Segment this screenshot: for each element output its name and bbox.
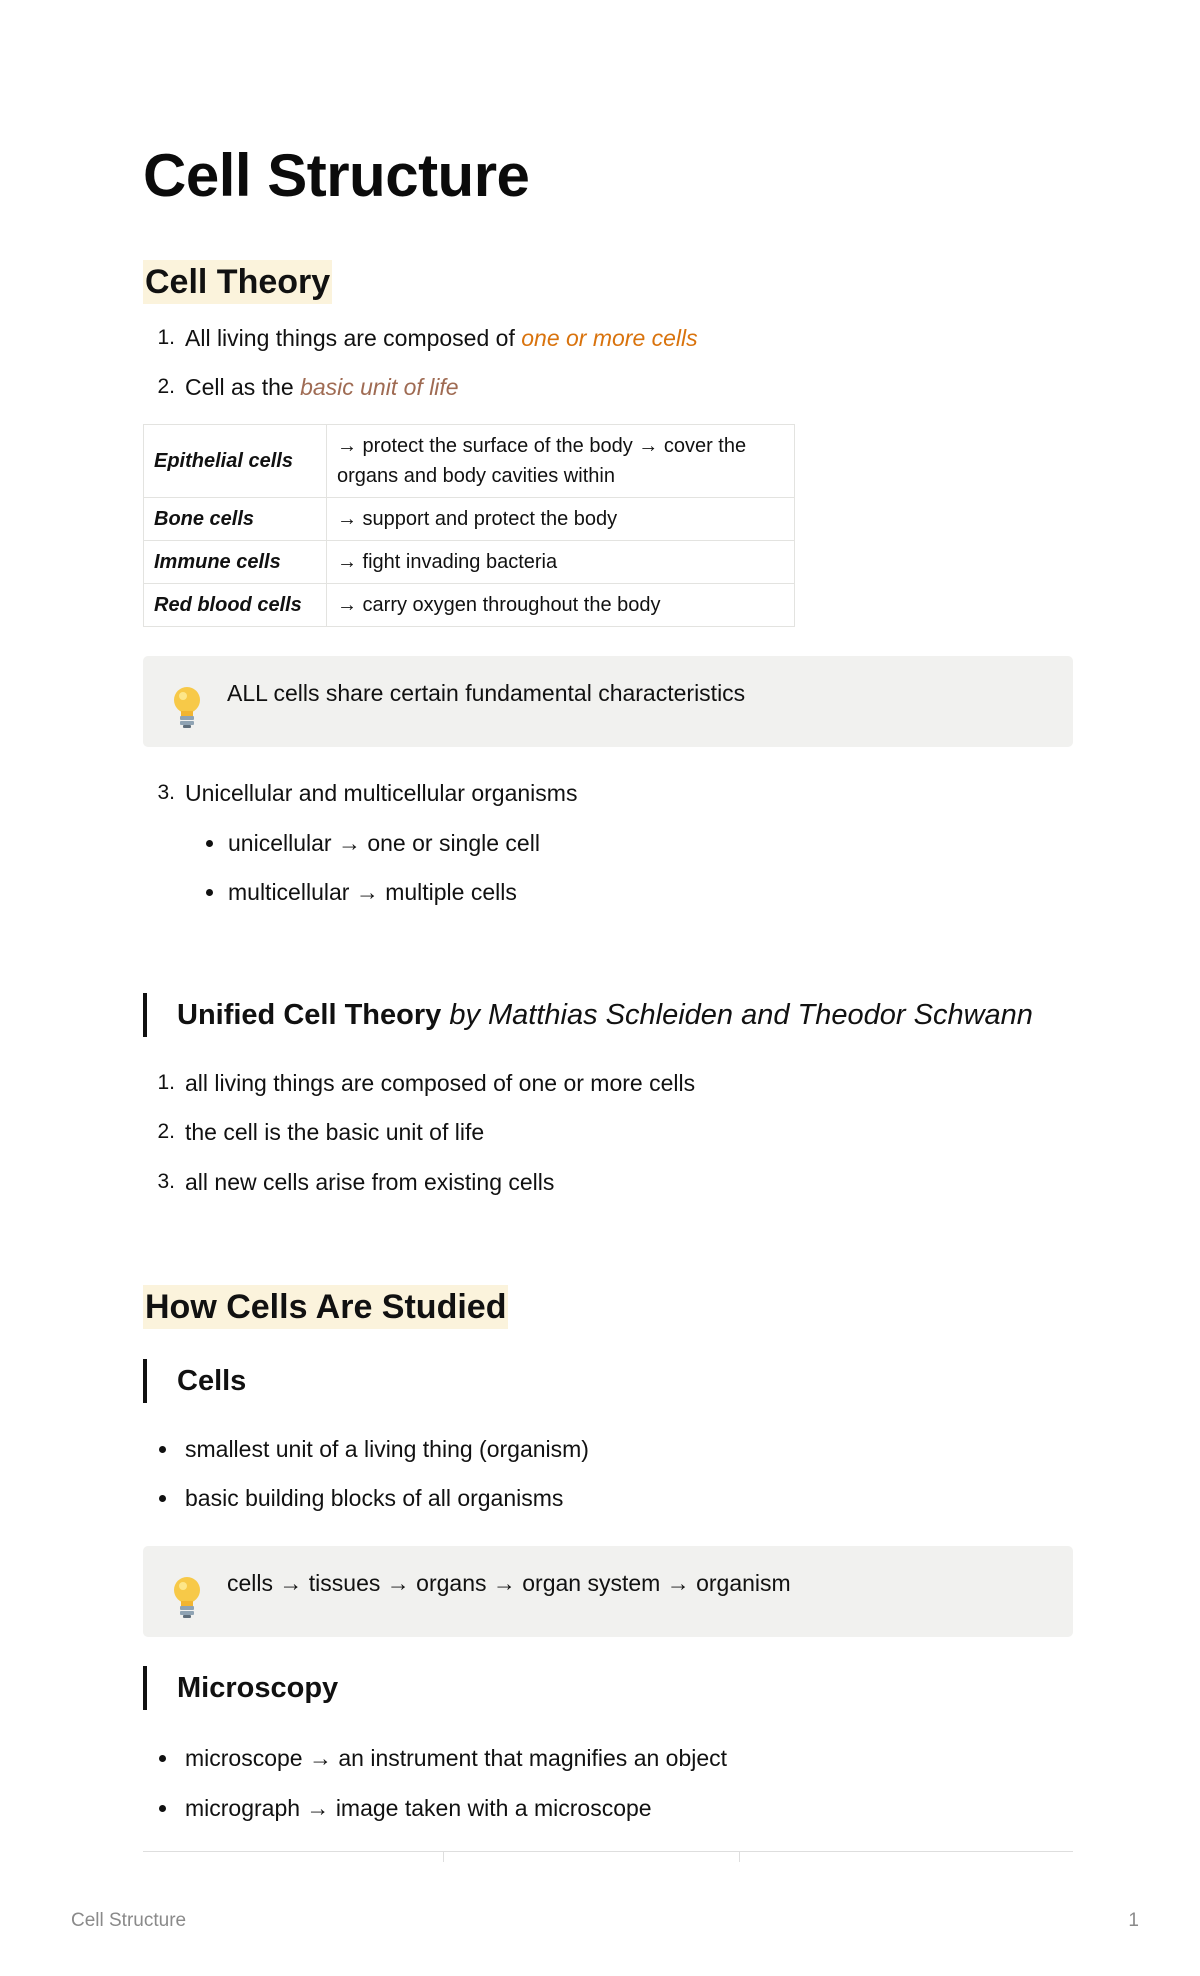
bullet-text: unicellular → one or single cell [228, 830, 540, 856]
table-cell-name: Immune cells [144, 541, 327, 584]
bullet-text: microscope → an instrument that magnifies an object [185, 1745, 728, 1771]
unified-cell-theory-heading [143, 993, 1033, 1037]
quote-italic-text: by Matthias Schleiden and Theodor Schwann [449, 999, 1033, 1031]
bullet-dot [159, 1805, 166, 1812]
table-row [144, 425, 795, 498]
list-number: 2. [157, 375, 175, 398]
table-cell-name: Bone cells [144, 498, 327, 541]
sub-bullet-item [228, 827, 540, 859]
bullet-text: smallest unit of a living thing (organism) [185, 1436, 589, 1462]
heading-cell-theory: Cell Theory [143, 260, 332, 304]
list-number: 1. [157, 326, 175, 349]
bullet-dot [159, 1495, 166, 1502]
heading-how-cells-are-studied: How Cells Are Studied [143, 1285, 508, 1329]
bullet-dot [159, 1755, 166, 1762]
list-number: 3. [157, 781, 175, 804]
bullet-text: micrograph → image taken with a microscope [185, 1795, 652, 1821]
list-text: all new cells arise from existing cells [185, 1169, 555, 1195]
table-row [144, 584, 795, 627]
footer-title: Cell Structure [71, 1910, 187, 1931]
list-text: Cell as the [185, 374, 301, 400]
bullet-item [185, 1742, 727, 1774]
lightbulb-icon [167, 682, 207, 730]
bullet-dot [206, 840, 213, 847]
list-number: 2. [157, 1120, 175, 1143]
table-top-edge [143, 1851, 1073, 1862]
bullet-text: multicellular → multiple cells [228, 879, 517, 905]
lightbulb-icon [167, 1572, 207, 1620]
list-text: Unicellular and multicellular organisms [185, 780, 578, 806]
callout-box [143, 1546, 1073, 1637]
list-number: 1. [157, 1071, 175, 1094]
quote-bold-text: Microscopy [177, 1672, 339, 1704]
quote-bold-text: Unified Cell Theory [177, 999, 442, 1031]
table-row [144, 498, 795, 541]
list-text: all living things are composed of one or more cells [185, 1070, 696, 1096]
bullet-item [185, 1792, 652, 1824]
bullet-item [185, 1433, 589, 1465]
list-text: the cell is the basic unit of life [185, 1119, 485, 1145]
list-number: 3. [157, 1170, 175, 1193]
cells-heading [143, 1359, 246, 1403]
quote-bold-text: Cells [177, 1365, 247, 1397]
table-cell-name: Epithelial cells [144, 425, 327, 498]
page-number: 1 [1128, 1910, 1139, 1931]
table-divider [443, 1852, 444, 1862]
emphasis-text: one or more cells [521, 325, 698, 351]
table-cell-name: Red blood cells [144, 584, 327, 627]
sub-bullet-item [228, 876, 517, 908]
callout-box [143, 656, 1073, 747]
table-cell-desc: → carry oxygen throughout the body [327, 584, 795, 627]
bullet-dot [159, 1446, 166, 1453]
list-text: All living things are composed of [185, 325, 522, 351]
callout-text: ALL cells share certain fundamental characteristics [227, 680, 746, 706]
bullet-item [185, 1482, 563, 1514]
page-title: Cell Structure [143, 142, 530, 209]
bullet-dot [206, 889, 213, 896]
table-row [144, 541, 795, 584]
table-cell-desc: → fight invading bacteria [327, 541, 795, 584]
microscopy-heading [143, 1666, 338, 1710]
table-cell-desc: → support and protect the body [327, 498, 795, 541]
cell-types-table [143, 424, 795, 627]
callout-text: cells → tissues → organs → organ system → organism [227, 1570, 791, 1596]
table-divider [739, 1852, 740, 1862]
emphasis-text: basic unit of life [300, 374, 459, 400]
table-cell-desc: → protect the surface of the body → cover the organs and body cavities within [327, 425, 795, 498]
bullet-text: basic building blocks of all organisms [185, 1485, 564, 1511]
